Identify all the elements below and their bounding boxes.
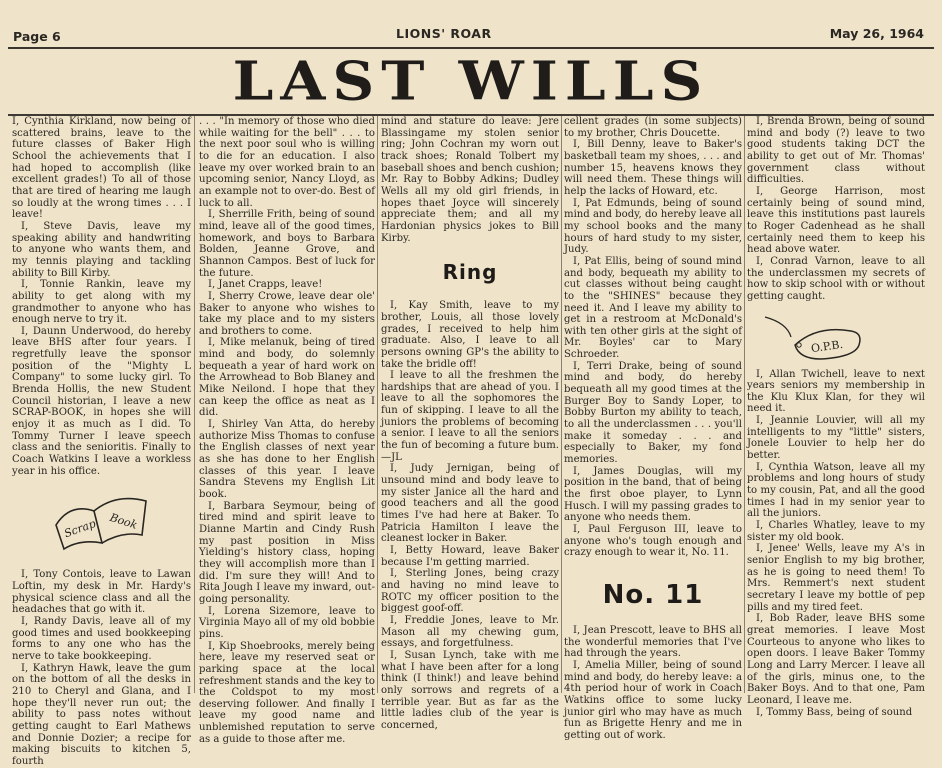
column-2 — [199, 116, 375, 745]
column-1 — [12, 116, 191, 767]
column-divider — [744, 116, 745, 693]
paragraph: I, Daunn Underwood, do hereby leave BHS after four years. I regretfully leave the sponsor position of the "Mighty L Company" to some lucky girl. To Brenda Hollis, the new Student Council historian, I leave a new SCRAP-BOOK, in hopes she will enjoy it as much as I did. To Tommy Turner I leave speech class and the senioritis. Finally to Coach Watkins I leave a workless year in his office. — [12, 325, 191, 477]
ring-subheading: Ring — [442, 260, 498, 285]
column-divider — [377, 116, 378, 693]
column-divider — [194, 116, 195, 693]
paragraph: I, Tony Contois, leave to Lawan Loftin, my desk in Mr. Hardy's physical science class and all the headaches that go with it. — [12, 569, 191, 616]
paragraph: I, Kay Smith, leave to my brother, Louis, all those lovely grades, I received to help him graduate. Also, I leave to all persons owning GP's the ability to take the bridle off! — [381, 300, 559, 370]
paragraph: I, George Harrison, most certainly being of sound mind, leave this institutions past laurels to Roger Cadenhead as he shall certainly need them to keep his head above water. — [747, 185, 925, 256]
paragraph: I, Paul Ferguson III, leave to anyone who's tough enough and crazy enough to wear it, No. 11. — [564, 523, 742, 559]
page-title: LAST WILLS — [232, 49, 710, 113]
paragraph: I, Tonnie Rankin, leave my ability to get along with my grandmother to anyone who has enough nerve to try it. — [12, 279, 191, 326]
paragraph: I, Sherry Crowe, leave dear ole' Baker to anyone who wishes to take my place and to my sisters and brothers to come. — [199, 290, 375, 337]
paragraph: I, Kip Shoebrooks, merely being here, leave my reserved seat or parking space at the local refreshment stands and the key to the Coldspot to my most deserving follower. And finally I leave my good name and unblemished reputation to serve as a guide to those after me. — [199, 640, 375, 745]
paragraph: I, Tommy Bass, being of sound — [756, 706, 913, 718]
paragraph: I, Cynthia Kirkland, now being of scattered brains, leave to the future classes of Baker High School the achievements that I had hoped to accomplish (like excellent grades!) To all of those that are tired of hearing me laugh so loudly at the wrong times . . . I leave! — [12, 116, 191, 221]
paragraph: I, Sherrille Frith, being of sound mind, leave all of the good times, homework, and boys to Barbara Bolden, Jeanne Grove, and Shannon Campos. Best of luck for the future. — [199, 209, 375, 279]
book-word: Book — [107, 511, 139, 533]
column-4 — [564, 116, 742, 741]
paragraph: I, Allan Twichell, leave to next years seniors my membership in the Klu Klux Klan, for they wil need it. — [747, 368, 925, 415]
paragraph: I, Kathryn Hawk, leave the gum on the bottom of all the desks in 210 to Cheryl and Glana, and I hope they'll never run out; the ability to pass notes without getting caught to Earl Mathews and Donnie Dozier; a recipe for making biscuits to kitchen 5, fourth — [12, 662, 191, 767]
no11-subheading: No. 11 — [602, 579, 704, 610]
paragraph: . . . "In memory of those who died while waiting for the bell" . . . to the next poor soul who is willing to die for an education. I also leave my over worked brain to an upcoming senior, Nancy Lloyd, as an example not to over-do. Best of luck to all. — [199, 116, 375, 209]
paragraph: I, Randy Davis, leave all of my good times and used bookkeeping forms to any one who has the nerve to take bookkeeping. — [12, 615, 191, 662]
paragraph: I, Barbara Seymour, being of tired mind and spirit leave to Dianne Martin and Cindy Rush my past position in Miss Yielding's history class, hoping they will accomplish more than I did. I'm sure they will! And to Rita Jough I leave my inward, out-going personality. — [199, 500, 375, 605]
paragraph: I, Brenda Brown, being of sound mind and body (?) leave to two good students taking DCT the ability to get out of Mr. Thomas' government class without difficulties. — [747, 116, 925, 186]
column-divider — [561, 116, 562, 693]
page-number: Page 6 — [13, 29, 61, 44]
paragraph: I, Jean Prescott, leave to BHS all the wonderful memories that I've had through the years. — [564, 624, 742, 660]
paragraph: I, Charles Whatley, leave to my sister my old book. — [747, 520, 925, 543]
paragraph: I, Pat Ellis, being of sound mind and body, bequeath my ability to cut classes without being caught to the "SHINES" because they need it. And I leave my ability to get in a restroom at McDonald's with ten other girls at the sight of Mr. Boyles' car to Mary Schroeder. — [564, 255, 742, 361]
opb-text: O.P.B. — [810, 337, 844, 355]
header-rule — [8, 47, 934, 49]
page-header — [0, 0, 942, 52]
paragraph: I, Amelia Miller, being of sound mind and body, do hereby leave: a 4th period hour of work in Coach Watkins office to some lucky junior girl who may have as much fun as Brigette Henry and me in getting out of work. — [564, 659, 742, 741]
paragraph: I, Janet Crapps, leave! — [208, 279, 323, 291]
paragraph: I, Sterling Jones, being crazy and having no mind leave to ROTC my officer position to the biggest goof-off. — [381, 568, 559, 615]
paragraph: I, Susan Lynch, take with me what I have been after for a long think (I think!) and leave behind only sorrows and regrets of a terrible year. But as far as the little ladies club of the year is concerned, — [381, 649, 559, 731]
paragraph: I, Betty Howard, leave Baker because I'm getting married. — [381, 545, 559, 568]
opb-doodle-area — [747, 303, 925, 369]
column-3 — [381, 116, 559, 731]
paragraph: I, Terri Drake, being of sound mind and body, do hereby bequeath all my good times at the Burger Boy to Sandy Loper, to Bobby Burton my ability to teach, to all the underclassmen . . . you'll make it someday . . . and especially to Baker, my fond memories. — [564, 360, 742, 466]
paragraph: I, Bob Rader, leave BHS some great memories. I leave Most Courteous to anyone who likes to open doors. I leave Baker Tommy Long and Larry Mercer. I leave all of the girls, minus one, to the Baker Boys. And to that one, Pam Leonard, I leave me. — [747, 613, 925, 706]
paragraph: I, Judy Jernigan, being of unsound mind and body leave to my sister Janice all the hard and good teachers and all the good times I've had here at Baker. To Patricia Hamilton I leave the cleanest locker in Baker. — [381, 463, 559, 545]
paragraph: I, Freddie Jones, leave to Mr. Mason all my chewing gum, essays, and forgetfulness. — [381, 614, 559, 650]
paragraph: I, Lorena Sizemore, leave to Virginia Mayo all of my old bobbie pins. — [199, 605, 375, 640]
paragraph: I, Steve Davis, leave my speaking ability and handwriting to anyone who wants them, and my tennis playing and tackling ability to Bill Kirby. — [12, 220, 191, 279]
scrapbook-doodle — [50, 485, 154, 553]
paragraph: I, Bill Denny, leave to Baker's basketball team my shoes, . . . and number 15, heavens knows they will need them. These things will help the lacks of Howard, etc. — [564, 139, 742, 197]
paragraph: I, James Douglas, will my position in the band, that of being the first oboe player, to Lynn Husch. I will my passing grades to anyone who needs them. — [564, 465, 742, 524]
opb-doodle — [747, 303, 925, 369]
paragraph: I, Jeannie Louvier, will all my intelligents to my "little" sisters, Jonele Louvier to help her do better. — [747, 415, 925, 462]
paragraph: cellent grades (in some subjects) to my brother, Chris Doucette. — [564, 116, 742, 139]
opb-string — [765, 317, 791, 337]
paragraph: I, Conrad Varnon, leave to all the underclassmen my secrets of how to skip school with or without getting caught. — [747, 255, 925, 302]
paragraph: I, Cynthia Watson, leave all my problems and long hours of study to my cousin, Pat, and all the good times I had in my senior year to all the juniors. — [747, 461, 925, 520]
paragraph: I, Pat Edmunds, being of sound mind and body, do hereby leave all my school books and the many hours of hard study to my sister, Judy. — [564, 197, 742, 256]
newspaper-name: LIONS' ROAR — [396, 26, 492, 41]
paragraph: I, Mike melanuk, being of tired mind and body, do solemnly bequeath a year of hard work on the Arrowhead to Bob Blaney and Mike Neilond. I hope that they can keep the office as neat as I did. — [199, 337, 375, 419]
paragraph: mind and stature do leave: Jere Blassingame my stolen senior ring; John Cochran my worn out track shoes; Ronald Tolbert my baseball shoes and bench cushion; Mr. Ray to Bobby Adkins; Dudley Wells all my old girl friends, in hopes thaet Joyce will sincerely appreciate them; and all my Hardonian physics jokes to Bill Kirby. — [381, 116, 559, 244]
scrap-word: Scrap — [61, 517, 97, 541]
opb-tag-hole — [797, 342, 801, 346]
paragraph: I leave to all the freshmen the hardships that are ahead of you. I leave to all the sophomores the fun of skipping. I leave to all the juniors the problems of becoming a senior. I leave to all the seniors the fun of becoming a future bum.—JL — [381, 370, 559, 463]
paragraph: I, Jenee' Wells, leave my A's in senior English to my big brother, as he is going to need them! To Mrs. Remmert's next student secretary I leave my bottle of pep pills and my tired feet. — [747, 543, 925, 613]
paragraph: I, Shirley Van Atta, do hereby authorize Miss Thomas to confuse the English classes of next year as she has done to her English classes of this year. I leave Sandra Stevens my English Lit book. — [199, 419, 375, 500]
issue-date: May 26, 1964 — [829, 26, 924, 41]
column-5 — [747, 116, 925, 718]
